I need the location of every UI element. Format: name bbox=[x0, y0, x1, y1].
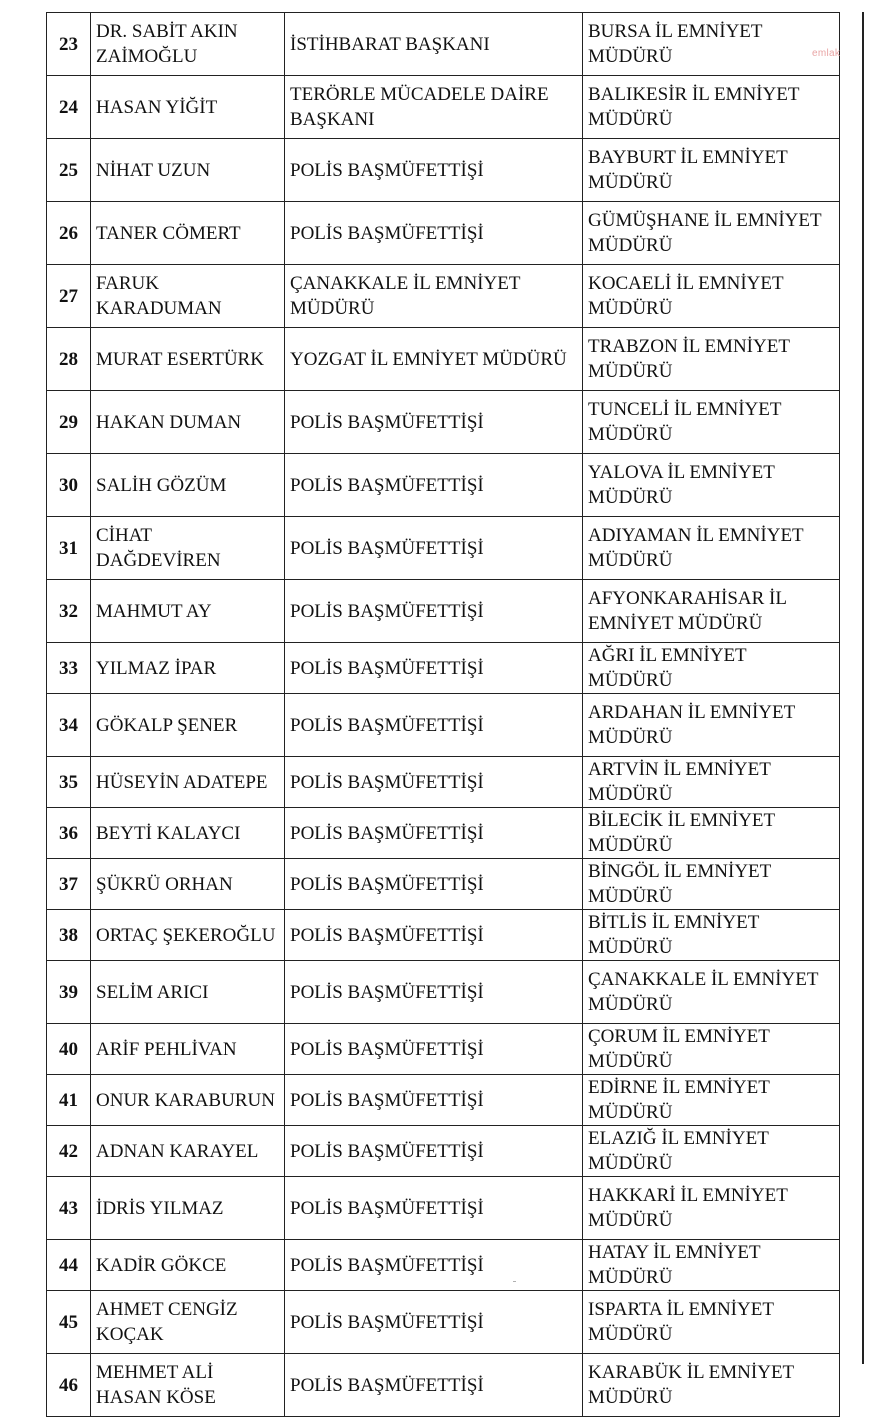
person-name: DR. SABİT AKIN ZAİMOĞLU bbox=[91, 13, 285, 76]
current-position: POLİS BAŞMÜFETTİŞİ bbox=[285, 859, 583, 910]
row-number: 46 bbox=[47, 1354, 91, 1417]
current-position: POLİS BAŞMÜFETTİŞİ bbox=[285, 1177, 583, 1240]
table-row bbox=[47, 1126, 840, 1177]
current-position: POLİS BAŞMÜFETTİŞİ bbox=[285, 580, 583, 643]
row-number: 38 bbox=[47, 910, 91, 961]
table-row bbox=[47, 808, 840, 859]
table-row bbox=[47, 202, 840, 265]
current-position: POLİS BAŞMÜFETTİŞİ bbox=[285, 1354, 583, 1417]
table-row bbox=[47, 694, 840, 757]
new-position: TRABZON İL EMNİYET MÜDÜRÜ bbox=[583, 328, 840, 391]
row-number: 25 bbox=[47, 139, 91, 202]
row-number: 34 bbox=[47, 694, 91, 757]
table-row bbox=[47, 1354, 840, 1417]
table-row bbox=[47, 391, 840, 454]
person-name: FARUK KARADUMAN bbox=[91, 265, 285, 328]
new-position: YALOVA İL EMNİYET MÜDÜRÜ bbox=[583, 454, 840, 517]
row-number: 44 bbox=[47, 1240, 91, 1291]
new-position: ARTVİN İL EMNİYET MÜDÜRÜ bbox=[583, 757, 840, 808]
row-number: 43 bbox=[47, 1177, 91, 1240]
new-position: KOCAELİ İL EMNİYET MÜDÜRÜ bbox=[583, 265, 840, 328]
new-position: TUNCELİ İL EMNİYET MÜDÜRÜ bbox=[583, 391, 840, 454]
new-position: BİNGÖL İL EMNİYET MÜDÜRÜ bbox=[583, 859, 840, 910]
appointment-table-body bbox=[47, 13, 840, 1417]
person-name: ORTAÇ ŞEKEROĞLU bbox=[91, 910, 285, 961]
row-number: 27 bbox=[47, 265, 91, 328]
new-position: EDİRNE İL EMNİYET MÜDÜRÜ bbox=[583, 1075, 840, 1126]
row-number: 30 bbox=[47, 454, 91, 517]
row-number: 31 bbox=[47, 517, 91, 580]
current-position: POLİS BAŞMÜFETTİŞİ bbox=[285, 391, 583, 454]
row-number: 36 bbox=[47, 808, 91, 859]
current-position: POLİS BAŞMÜFETTİŞİ bbox=[285, 1126, 583, 1177]
table-row bbox=[47, 643, 840, 694]
table-row bbox=[47, 328, 840, 391]
table-row bbox=[47, 13, 840, 76]
person-name: NİHAT UZUN bbox=[91, 139, 285, 202]
current-position: POLİS BAŞMÜFETTİŞİ bbox=[285, 910, 583, 961]
current-position: POLİS BAŞMÜFETTİŞİ bbox=[285, 808, 583, 859]
current-position: POLİS BAŞMÜFETTİŞİ bbox=[285, 643, 583, 694]
person-name: GÖKALP ŞENER bbox=[91, 694, 285, 757]
current-position: POLİS BAŞMÜFETTİŞİ bbox=[285, 454, 583, 517]
row-number: 23 bbox=[47, 13, 91, 76]
table-row bbox=[47, 757, 840, 808]
current-position: ÇANAKKALE İL EMNİYET MÜDÜRÜ bbox=[285, 265, 583, 328]
person-name: CİHAT DAĞDEVİREN bbox=[91, 517, 285, 580]
current-position: POLİS BAŞMÜFETTİŞİ bbox=[285, 1075, 583, 1126]
new-position: ÇORUM İL EMNİYET MÜDÜRÜ bbox=[583, 1024, 840, 1075]
row-number: 39 bbox=[47, 961, 91, 1024]
new-position: ISPARTA İL EMNİYET MÜDÜRÜ bbox=[583, 1291, 840, 1354]
row-number: 35 bbox=[47, 757, 91, 808]
current-position: POLİS BAŞMÜFETTİŞİ bbox=[285, 694, 583, 757]
current-position: POLİS BAŞMÜFETTİŞİ bbox=[285, 1240, 583, 1291]
new-position: ARDAHAN İL EMNİYET MÜDÜRÜ bbox=[583, 694, 840, 757]
current-position: POLİS BAŞMÜFETTİŞİ bbox=[285, 517, 583, 580]
person-name: HASAN YİĞİT bbox=[91, 76, 285, 139]
table-row bbox=[47, 517, 840, 580]
person-name: ADNAN KARAYEL bbox=[91, 1126, 285, 1177]
new-position: ELAZIĞ İL EMNİYET MÜDÜRÜ bbox=[583, 1126, 840, 1177]
new-position: BURSA İL EMNİYET MÜDÜRÜ bbox=[583, 13, 840, 76]
person-name: SALİH GÖZÜM bbox=[91, 454, 285, 517]
new-position: HAKKARİ İL EMNİYET MÜDÜRÜ bbox=[583, 1177, 840, 1240]
table-row bbox=[47, 859, 840, 910]
table-row bbox=[47, 1240, 840, 1291]
table-row bbox=[47, 139, 840, 202]
person-name: KADİR GÖKCE bbox=[91, 1240, 285, 1291]
row-number: 42 bbox=[47, 1126, 91, 1177]
scan-speck bbox=[513, 1281, 516, 1282]
new-position: ADIYAMAN İL EMNİYET MÜDÜRÜ bbox=[583, 517, 840, 580]
person-name: ARİF PEHLİVAN bbox=[91, 1024, 285, 1075]
current-position: POLİS BAŞMÜFETTİŞİ bbox=[285, 1291, 583, 1354]
table-row bbox=[47, 961, 840, 1024]
watermark: emlak bbox=[812, 48, 841, 59]
table-row bbox=[47, 1291, 840, 1354]
person-name: TANER CÖMERT bbox=[91, 202, 285, 265]
page-right-rule bbox=[862, 12, 864, 1364]
table-row bbox=[47, 1024, 840, 1075]
new-position: GÜMÜŞHANE İL EMNİYET MÜDÜRÜ bbox=[583, 202, 840, 265]
person-name: MURAT ESERTÜRK bbox=[91, 328, 285, 391]
appointment-table bbox=[46, 12, 840, 1417]
row-number: 40 bbox=[47, 1024, 91, 1075]
new-position: AFYONKARAHİSAR İL EMNİYET MÜDÜRÜ bbox=[583, 580, 840, 643]
person-name: ONUR KARABURUN bbox=[91, 1075, 285, 1126]
table-row bbox=[47, 1075, 840, 1126]
new-position: BİTLİS İL EMNİYET MÜDÜRÜ bbox=[583, 910, 840, 961]
current-position: TERÖRLE MÜCADELE DAİRE BAŞKANI bbox=[285, 76, 583, 139]
row-number: 26 bbox=[47, 202, 91, 265]
row-number: 24 bbox=[47, 76, 91, 139]
new-position: KARABÜK İL EMNİYET MÜDÜRÜ bbox=[583, 1354, 840, 1417]
new-position: BİLECİK İL EMNİYET MÜDÜRÜ bbox=[583, 808, 840, 859]
new-position: HATAY İL EMNİYET MÜDÜRÜ bbox=[583, 1240, 840, 1291]
person-name: İDRİS YILMAZ bbox=[91, 1177, 285, 1240]
current-position: POLİS BAŞMÜFETTİŞİ bbox=[285, 1024, 583, 1075]
new-position: BALIKESİR İL EMNİYET MÜDÜRÜ bbox=[583, 76, 840, 139]
table-row bbox=[47, 580, 840, 643]
person-name: YILMAZ İPAR bbox=[91, 643, 285, 694]
person-name: SELİM ARICI bbox=[91, 961, 285, 1024]
person-name: HÜSEYİN ADATEPE bbox=[91, 757, 285, 808]
person-name: AHMET CENGİZ KOÇAK bbox=[91, 1291, 285, 1354]
row-number: 37 bbox=[47, 859, 91, 910]
row-number: 29 bbox=[47, 391, 91, 454]
current-position: YOZGAT İL EMNİYET MÜDÜRÜ bbox=[285, 328, 583, 391]
person-name: MEHMET ALİ HASAN KÖSE bbox=[91, 1354, 285, 1417]
current-position: POLİS BAŞMÜFETTİŞİ bbox=[285, 202, 583, 265]
new-position: BAYBURT İL EMNİYET MÜDÜRÜ bbox=[583, 139, 840, 202]
person-name: ŞÜKRÜ ORHAN bbox=[91, 859, 285, 910]
row-number: 28 bbox=[47, 328, 91, 391]
person-name: BEYTİ KALAYCI bbox=[91, 808, 285, 859]
table-row bbox=[47, 1177, 840, 1240]
table-row bbox=[47, 454, 840, 517]
row-number: 33 bbox=[47, 643, 91, 694]
new-position: ÇANAKKALE İL EMNİYET MÜDÜRÜ bbox=[583, 961, 840, 1024]
current-position: POLİS BAŞMÜFETTİŞİ bbox=[285, 757, 583, 808]
table-row bbox=[47, 76, 840, 139]
person-name: HAKAN DUMAN bbox=[91, 391, 285, 454]
new-position: AĞRI İL EMNİYET MÜDÜRÜ bbox=[583, 643, 840, 694]
table-row bbox=[47, 910, 840, 961]
current-position: POLİS BAŞMÜFETTİŞİ bbox=[285, 961, 583, 1024]
person-name: MAHMUT AY bbox=[91, 580, 285, 643]
current-position: POLİS BAŞMÜFETTİŞİ bbox=[285, 139, 583, 202]
row-number: 32 bbox=[47, 580, 91, 643]
row-number: 41 bbox=[47, 1075, 91, 1126]
current-position: İSTİHBARAT BAŞKANI bbox=[285, 13, 583, 76]
table-row bbox=[47, 265, 840, 328]
row-number: 45 bbox=[47, 1291, 91, 1354]
